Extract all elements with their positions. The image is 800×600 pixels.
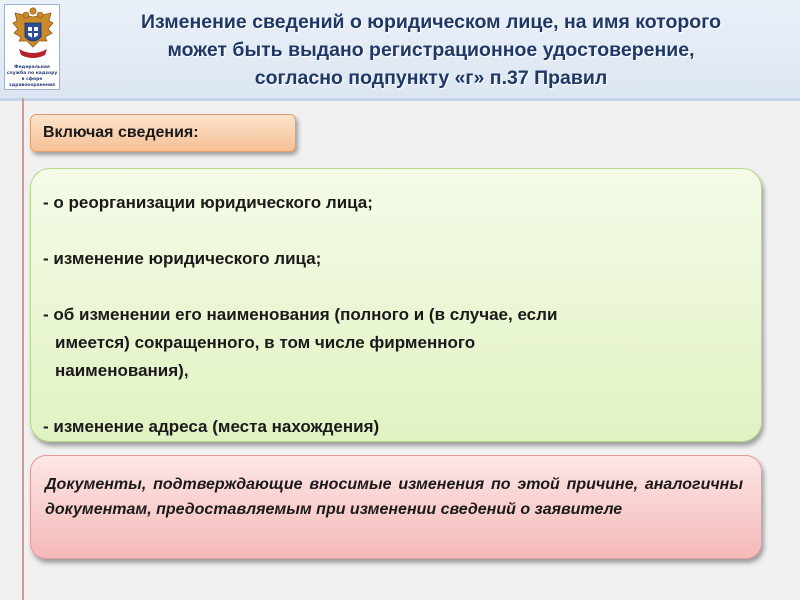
title-line-3: согласно подпункту «г» п.37 Правил: [254, 67, 608, 89]
list-item-change-entity: - изменение юридического лица;: [43, 249, 322, 268]
list-item-reorganization: - о реорганизации юридического лица;: [43, 193, 373, 212]
page-title: [70, 8, 792, 92]
list-item-name-change-line-1: - об изменении его наименования (полного и (в случае, если: [43, 305, 558, 324]
list-item-name-change-line-2: имеется) сокращенного, в том числе фирменного: [55, 333, 476, 352]
section-label: Включая сведения:: [30, 114, 296, 152]
slide-header: [0, 0, 800, 101]
eagle-emblem-icon: [11, 7, 55, 63]
logo-caption: Федеральная служба по надзору в сфере здравоохранения: [6, 65, 58, 88]
agency-logo: [4, 4, 60, 90]
info-list-box: [30, 168, 762, 442]
title-line-1: Изменение сведений о юридическом лице, на имя которого: [141, 11, 721, 33]
note-box: Документы, подтверждающие вносимые изменения по этой причине, аналогичны документам, предоставляемым при изменении сведений о заявителе: [30, 455, 762, 559]
left-divider-line: [22, 98, 24, 600]
list-item-address-change: - изменение адреса (места нахождения): [43, 417, 380, 436]
title-line-2: может быть выдано регистрационное удостоверение,: [167, 39, 695, 61]
list-item-name-change-line-3: наименования),: [55, 361, 189, 380]
list-item-name-change: [43, 301, 747, 385]
